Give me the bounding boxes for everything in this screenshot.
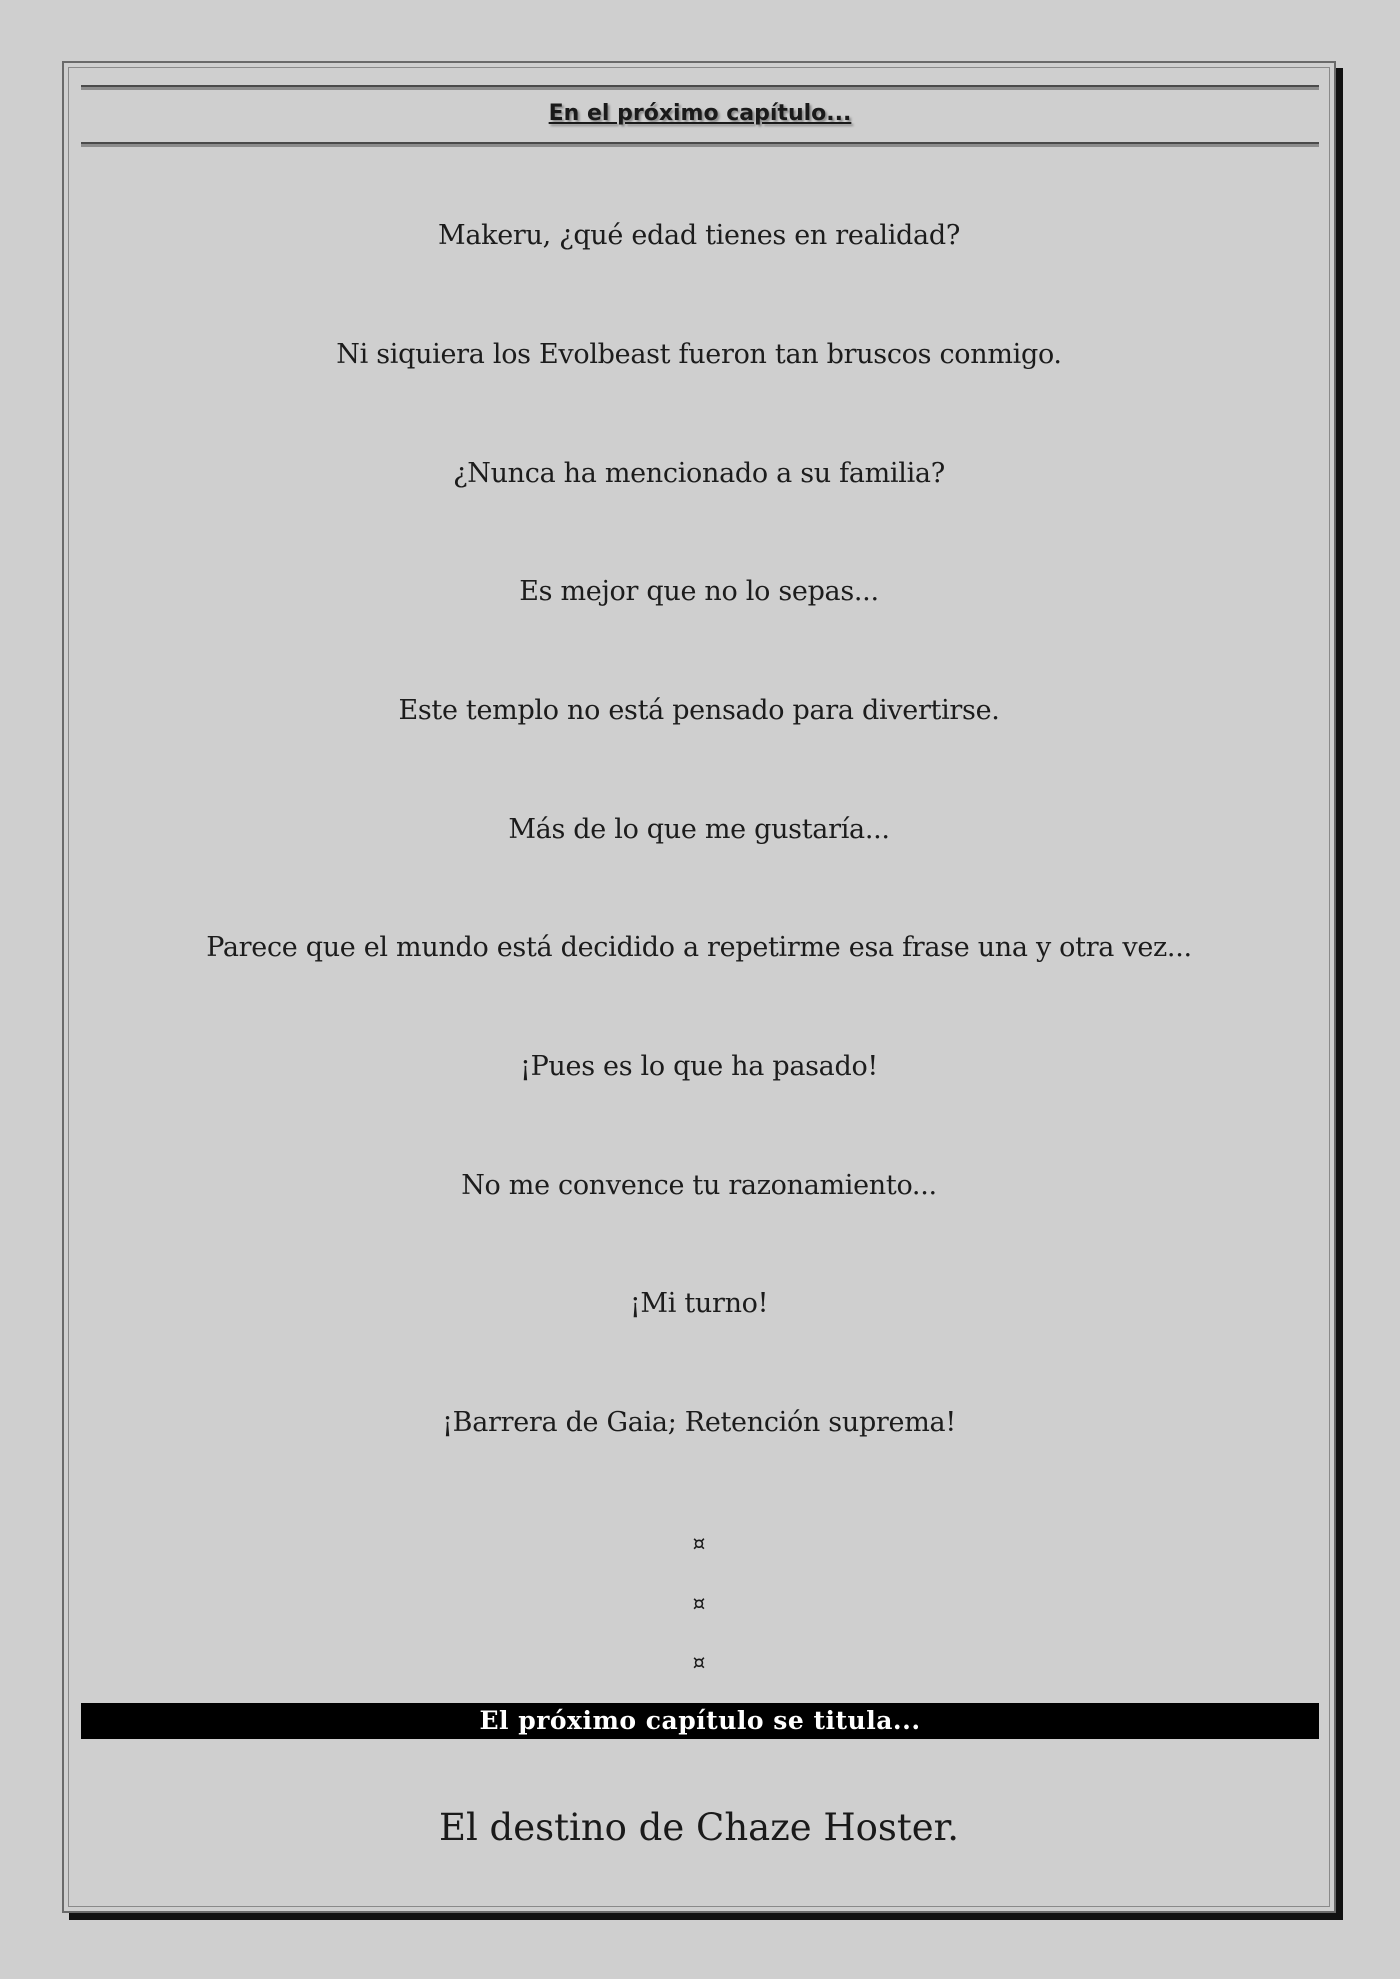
next-chapter-title: El destino de Chaze Hoster. [438,1806,960,1849]
dialogue-line: Parece que el mundo está decidido a repetirme esa frase una y otra vez... [206,932,1192,963]
document-page [62,61,1336,1913]
dialogue-line: ¡Barrera de Gaia; Retención suprema! [442,1407,956,1438]
separator-glyph: ¤ [692,1531,706,1555]
separator-glyph: ¤ [692,1591,706,1615]
dialogue-line: Ni siquiera los Evolbeast fueron tan bruscos conmigo. [336,339,1062,370]
dialogue-line: ¡Mi turno! [629,1288,769,1319]
dialogue-line: Makeru, ¿qué edad tienes en realidad? [438,220,960,251]
dialogue-line: ¡Pues es lo que ha pasado! [520,1051,878,1082]
header-rule-top [81,85,1319,90]
dialogue-line: No me convence tu razonamiento... [461,1170,937,1201]
dialogue-line: Más de lo que me gustaría... [508,814,890,845]
dialogue-line: Este templo no está pensado para divertirse. [398,695,1000,726]
dialogue-line: Es mejor que no lo sepas... [519,576,879,607]
next-chapter-banner: El próximo capítulo se titula... [81,1703,1319,1739]
header-rule-bottom [81,142,1319,147]
separator-glyph: ¤ [692,1650,706,1674]
section-heading: En el próximo capítulo... [548,101,852,126]
dialogue-line: ¿Nunca ha mencionado a su familia? [453,458,945,489]
